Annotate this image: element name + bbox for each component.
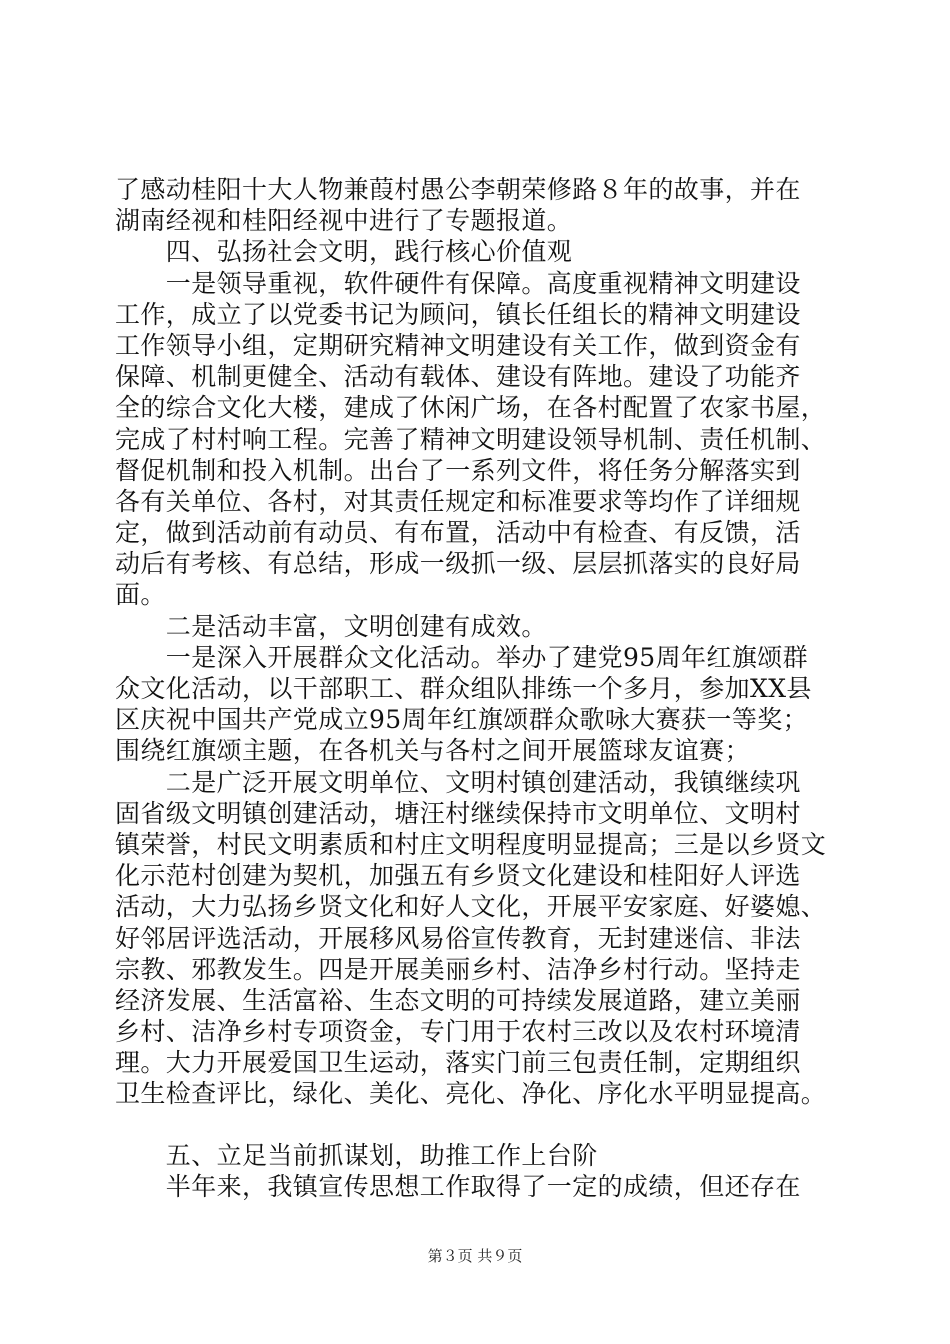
paragraph-gap [115,1110,845,1140]
text-line: 全的综合文化大楼，建成了休闲广场，在各村配置了农家书屋， [115,393,827,423]
body-paragraphs-continued [115,1140,845,1202]
text-line: 工作，成立了以党委书记为顾问，镇长任组长的精神文明建设 [115,299,801,329]
page-footer: 第３页 共９页 [427,1247,523,1265]
text-line: 各有关单位、各村，对其责任规定和标准要求等均作了详细规 [115,486,801,516]
text-line: 一是深入开展群众文化活动。举办了建党95周年红旗颂群 [115,642,809,672]
text-line: 保障、机制更健全、活动有载体、建设有阵地。建设了功能齐 [115,362,801,392]
text-line: 湖南经视和桂阳经视中进行了专题报道。 [115,206,573,236]
text-line: 五、立足当前抓谋划，助推工作上台阶 [115,1140,598,1170]
text-line: 好邻居评选活动，开展移风易俗宣传教育，无封建迷信、非法 [115,923,801,953]
text-line: 卫生检查评比，绿化、美化、亮化、净化、序化水平明显提高。 [115,1079,827,1109]
text-line: 区庆祝中国共产党成立95周年红旗颂群众歌咏大赛获一等奖； [115,705,809,735]
text-line: 理。大力开展爱国卫生运动，落实门前三包责任制，定期组织 [115,1048,801,1078]
text-line: 督促机制和投入机制。出台了一系列文件，将任务分解落实到 [115,455,801,485]
body-text [115,174,845,1202]
text-line: 宗教、邪教发生。四是开展美丽乡村、洁净乡村行动。坚持走 [115,954,801,984]
body-paragraphs [115,174,845,1110]
text-line: 了感动桂阳十大人物兼葭村愚公李朝荣修路８年的故事，并在 [115,175,801,204]
text-line: 二是广泛开展文明单位、文明村镇创建活动，我镇继续巩 [115,767,801,797]
text-line: 一是领导重视，软件硬件有保障。高度重视精神文明建设 [115,268,801,298]
text-line: 经济发展、生活富裕、生态文明的可持续发展道路，建立美丽 [115,985,801,1015]
text-line: 化示范村创建为契机，加强五有乡贤文化建设和桂阳好人评选 [115,861,801,891]
text-line: 活动，大力弘扬乡贤文化和好人文化，开展平安家庭、好婆媳、 [115,892,827,922]
text-line: 完成了村村响工程。完善了精神文明建设领导机制、责任机制、 [115,424,827,454]
text-line: 围绕红旗颂主题，在各机关与各村之间开展篮球友谊赛； [115,736,751,766]
text-line: 半年来，我镇宣传思想工作取得了一定的成绩，但还存在 [115,1171,801,1201]
text-line: 动后有考核、有总结，形成一级抓一级、层层抓落实的良好局 [115,549,801,579]
text-line: 二是活动丰富，文明创建有成效。 [115,611,547,641]
text-line: 乡村、洁净乡村专项资金，专门用于农村三改以及农村环境清 [115,1017,801,1047]
text-line: 镇荣誉，村民文明素质和村庄文明程度明显提高；三是以乡贤文 [115,829,827,859]
text-line: 工作领导小组，定期研究精神文明建设有关工作，做到资金有 [115,330,801,360]
text-line: 定，做到活动前有动员、有布置，活动中有检查、有反馈，活 [115,518,801,548]
text-line: 固省级文明镇创建活动，塘汪村继续保持市文明单位、文明村 [115,798,801,828]
text-line: 众文化活动，以干部职工、群众组队排练一个多月，参加XX县 [115,674,812,703]
text-line: 面。 [115,580,166,610]
text-line: 四、弘扬社会文明，践行核心价值观 [115,237,573,267]
